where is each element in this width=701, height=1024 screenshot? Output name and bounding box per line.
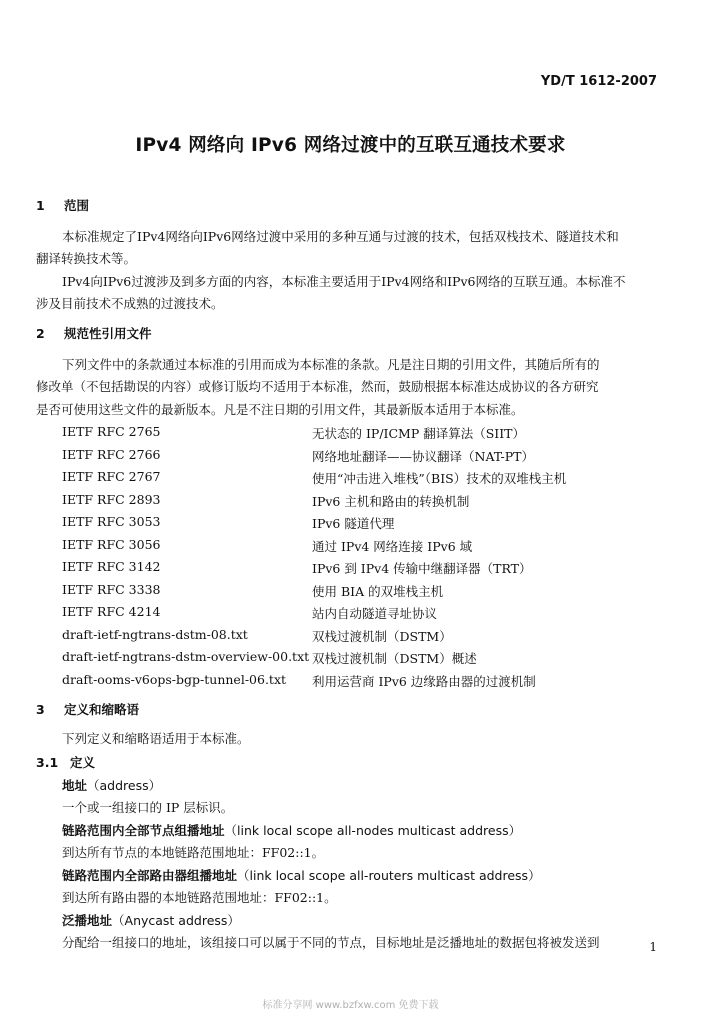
term-name: 地址 xyxy=(62,778,88,793)
reference-id: IETF RFC 2765 xyxy=(62,424,161,439)
section-1-line: 涉及目前技术不成熟的过渡技术。 xyxy=(36,296,224,311)
section-1-line: 翻译转换技术等。 xyxy=(36,251,137,266)
section-1-line: 本标准规定了IPv4网络向IPv6网络过渡中采用的多种互通与过渡的技术，包括双栈技术、隧道技术和 xyxy=(62,229,619,244)
reference-id: IETF RFC 2893 xyxy=(62,492,161,507)
reference-title: 通过 IPv4 网络连接 IPv6 域 xyxy=(312,539,473,554)
section-1-title: 范围 xyxy=(64,198,90,213)
term-name: 泛播地址 xyxy=(62,913,113,928)
reference-id: IETF RFC 3338 xyxy=(62,582,161,597)
reference-id: IETF RFC 4214 xyxy=(62,604,161,619)
term-definition: 到达所有节点的本地链路范围地址：FF02::1。 xyxy=(62,845,325,860)
section-2-number: 2 xyxy=(36,326,45,341)
section-2-line: 是否可使用这些文件的最新版本。凡是不注日期的引用文件，其最新版本适用于本标准。 xyxy=(36,402,524,417)
reference-title: 网络地址翻译——协议翻译（NAT-PT） xyxy=(312,449,534,464)
page-number: 1 xyxy=(649,940,657,954)
section-3-heading xyxy=(36,700,139,718)
subsection-3-1-title: 定义 xyxy=(70,755,96,770)
reference-id: draft-ietf-ngtrans-dstm-08.txt xyxy=(62,627,248,642)
reference-id: IETF RFC 3053 xyxy=(62,514,161,529)
section-1-number: 1 xyxy=(36,198,45,213)
section-2-line: 修改单（不包括勘误的内容）或修订版均不适用于本标准，然而，鼓励根据本标准达成协议的各方研究 xyxy=(36,379,599,394)
term-definition: 分配给一组接口的地址，该组接口可以属于不同的节点，目标地址是泛播地址的数据包将被发送到 xyxy=(62,935,600,950)
section-2-line: 下列文件中的条款通过本标准的引用而成为本标准的条款。凡是注日期的引用文件，其随后所有的 xyxy=(62,357,600,372)
term-english: （link local scope all-nodes multicast address） xyxy=(224,823,522,838)
reference-id: IETF RFC 2767 xyxy=(62,469,161,484)
term-heading xyxy=(62,821,521,839)
reference-title: 无状态的 IP/ICMP 翻译算法（SIIT） xyxy=(312,426,525,441)
section-2-title: 规范性引用文件 xyxy=(64,326,152,341)
document-number: YD/T 1612-2007 xyxy=(540,74,657,89)
reference-id: IETF RFC 3056 xyxy=(62,537,161,552)
term-heading xyxy=(62,911,240,929)
reference-id: IETF RFC 2766 xyxy=(62,447,161,462)
reference-title: IPv6 到 IPv4 传输中继翻译器（TRT） xyxy=(312,561,532,576)
reference-title: 双栈过渡机制（DSTM）概述 xyxy=(312,651,477,666)
term-definition: 到达所有路由器的本地链路范围地址：FF02::1。 xyxy=(62,890,337,905)
term-english: （Anycast address） xyxy=(112,913,240,928)
section-3-intro: 下列定义和缩略语适用于本标准。 xyxy=(62,731,250,746)
section-3-number: 3 xyxy=(36,702,45,717)
section-2-heading xyxy=(36,324,152,342)
reference-title: IPv6 隧道代理 xyxy=(312,516,395,531)
term-name: 链路范围内全部路由器组播地址 xyxy=(62,868,238,883)
section-1-heading xyxy=(36,196,89,214)
term-heading xyxy=(62,776,161,794)
reference-title: 利用运营商 IPv6 边缘路由器的过渡机制 xyxy=(312,674,536,689)
term-english: （address） xyxy=(87,778,162,793)
reference-title: IPv6 主机和路由的转换机制 xyxy=(312,494,470,509)
term-definition: 一个或一组接口的 IP 层标识。 xyxy=(62,800,234,815)
term-heading xyxy=(62,866,541,884)
document-title: IPv4 网络向 IPv6 网络过渡中的互联互通技术要求 xyxy=(135,135,566,156)
term-english: （link local scope all-routers multicast address） xyxy=(237,868,541,883)
section-1-line: IPv4向IPv6过渡涉及到多方面的内容，本标准主要适用于IPv4网络和IPv6网络的互联互通。本标准不 xyxy=(62,274,626,289)
section-3-title: 定义和缩略语 xyxy=(64,702,140,717)
subsection-3-1-number: 3.1 xyxy=(36,755,59,770)
term-name: 链路范围内全部节点组播地址 xyxy=(62,823,225,838)
reference-id: IETF RFC 3142 xyxy=(62,559,161,574)
reference-title: 使用 BIA 的双堆栈主机 xyxy=(312,584,444,599)
reference-id: draft-ietf-ngtrans-dstm-overview-00.txt xyxy=(62,649,310,664)
subsection-3-1-heading xyxy=(36,753,95,771)
watermark: 标准分享网 www.bzfxw.com 免费下载 xyxy=(262,1000,439,1011)
reference-title: 站内自动隧道寻址协议 xyxy=(312,606,438,621)
reference-title: 使用“冲击进入堆栈”（BIS）技术的双堆栈主机 xyxy=(312,471,567,486)
reference-title: 双栈过渡机制（DSTM） xyxy=(312,629,452,644)
reference-id: draft-ooms-v6ops-bgp-tunnel-06.txt xyxy=(62,672,287,687)
